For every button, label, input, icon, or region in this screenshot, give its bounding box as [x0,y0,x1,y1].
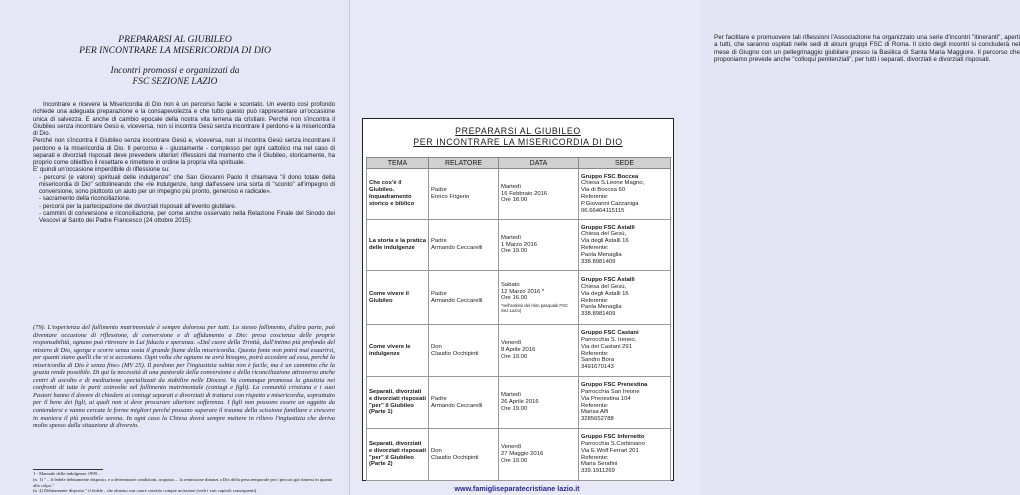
table-row [367,429,671,481]
header-tema: TEMA [367,158,429,169]
intro-paragraph-3: E' quindi un'occasione imperdibile di riflessione su: [33,166,170,174]
data-line: Ore 19.00 [501,353,528,360]
data-line: Ore 16.00 [501,295,528,302]
relatore-line: Armando Ceccarelli [431,245,483,251]
sede-line: Parrocchia S.Corbiniano [581,440,645,447]
right-intro-paragraph: Per facilitare e promuovere tali riflessioni l'Associazione ha organizzato una serie d'incontri "itineranti", aperti a tutti, che saranno ospitati nelle sedi di alcuni gruppi FSC di Roma. Il ciclo degli incontri si concluderà nel mese di Giugno con un pellegrinaggio giubilare presso la Basilica di Santa Maria Maggiore. Il percorso che proponiamo prevede anche "colloqui penitenziali", per tutti i separati, divorziati e divorziati risposati. [714,34,1020,64]
footnote-2: (n. 1) " ...il fedele debitamente disposto, e a determinate condizioni, acquista ... la remissione dinanzi a Dio della pena temporale per i peccati già rimessi in quanto alla colpa." [33,476,333,488]
sede-line: Referente: [581,350,609,357]
sede-line: P.Giovanni Cazzaniga [581,200,639,207]
sede-line: Paola Menaglia [581,251,622,258]
sede-line: Via Prenestina 104 [581,395,631,402]
sede-line: Referente: [581,297,609,304]
sede-line: Referente: [581,194,609,200]
sede-line: Via di Boccea 60 [581,187,626,194]
cell-sede [579,429,671,481]
relatore-line: Padre [431,395,447,402]
sede-line: 338.8981409 [581,311,616,318]
data-line: 1 Marzo 2016 [501,241,538,248]
sede-line: Via degli Astalli 16 [581,238,629,245]
sede-line: 338.8981409 [581,258,616,265]
sede-line: Paola Menaglia [581,304,622,311]
cell-relatore [429,220,499,271]
data-line: 27 Maggio 2016 [501,451,544,458]
sede-line: 06.66464115115 [581,207,625,214]
cell-data [499,220,579,271]
reflection-item: - cammini di conversione e riconciliazione, per come anche osservato nella Relazione Finale del Sinodo dei Vescovi al Santo dei Padre Francesco (24 ottobre 2015): [39,210,335,225]
footnotes [33,471,335,494]
sede-line: Chiesa del Gesù, [581,231,627,238]
cell-tema: Che cos'è il Giubileo. Inquadramento storico e biblico [367,169,429,220]
cell-relatore [429,429,499,481]
right-intro-text [714,34,1020,64]
schedule-body [367,169,671,481]
table-row [367,271,671,325]
schedule-table [366,157,671,481]
table-row [367,169,671,220]
relatore-line: Don [431,343,442,350]
cell-tema: Come vivere il Giubileo [367,271,429,325]
cell-data [499,377,579,429]
table-row [367,220,671,271]
reflection-item: - sacramento della riconciliazione. [39,195,335,202]
sede-group-name: Gruppo FSC Astalli [581,224,635,231]
cell-sede [579,377,671,429]
sede-line: Marisa Alfi [581,409,609,416]
relatore-line: Padre [431,238,447,245]
data-line: Sabato [501,281,520,288]
reflection-item: - percorsi per la partecipazione dei divorziati risposati all'evento giubilare. [39,203,335,210]
table-row [367,377,671,429]
data-line: Venerdì [501,444,522,451]
cell-data [499,325,579,377]
sede-line: 3491670143 [581,364,614,371]
sede-line: Referente: [581,454,609,461]
sede-line: Parrocchia S. Ireneo, [581,336,637,343]
relatore-line: Claudio Occhipinti [431,350,479,357]
cell-relatore [429,169,499,220]
sede-group-name: Gruppo FSC Astalli [581,277,635,284]
relatore-line: Don [431,447,442,454]
header-data: DATA [499,158,579,169]
data-line: Ore 19.00 [501,457,528,464]
sede-line: 339.1911269 [581,468,615,475]
synod-quote [33,324,335,430]
data-line: Venerdì [501,340,522,347]
cell-relatore [429,271,499,325]
schedule-title-line-1: PREPARARSI AL GIUBILEO [455,126,581,136]
sede-line: 3285652788 [581,416,614,423]
sede-line: Referente: [581,402,609,409]
left-title-line-1: PREPARARSI AL GIUBILEO [118,34,232,45]
data-line: Ore 18.00 [501,197,528,204]
sede-line: Via dei Castani 291 [581,343,632,350]
cell-sede [579,325,671,377]
table-row [367,325,671,377]
cell-tema: Come vivere le indulgenze [367,325,429,377]
header-relatore: RELATORE [429,158,499,169]
data-line: Martedì [501,392,521,399]
intro-paragraph-2: Perché non s'incontra il Giubileo senza incontrare Gesù e, viceversa, non si incontra Gesù senza incontrare il perdono e la misericordia di Dio. Il percorso è - giustamente - complesso per ogni cattolico ma nel caso di separati e divorziati risposati deve prevedere ulteriori riflessioni dal momento che il Giubileo, storicamente, ha proprio come obiettivo il resettare e rimettere in ordine la propria vita spirituale. [33,137,335,166]
footnote-rule [33,469,103,470]
footnote-1: 1 - Manuale delle indulgenze 1999 – [33,471,101,476]
header-sede: SEDE [579,158,671,169]
left-subtitle-line-1: Incontri promossi e organizzati da [110,66,240,76]
cell-data [499,169,579,220]
schedule-header-row [367,158,671,169]
sede-line: Referente: [581,245,609,251]
cell-data [499,271,579,325]
sede-group-name: Gruppo FSC Prenestina [581,382,648,389]
sede-group-name: Gruppo FSC Boccea [581,173,639,180]
sede-line: Sandro Bora [581,357,615,364]
cell-sede [579,169,671,220]
relatore-line: Claudio Occhipinti [431,454,479,461]
data-line: 26 Aprile 2016 [501,399,539,406]
relatore-line: Padre [431,290,447,297]
data-note: *nell'ambito del ritiro pasquale FSC Sez.Lazio) [501,303,568,314]
sede-line: Maria Serafini [581,461,618,468]
sede-line: Parrocchia San Ireone [581,388,640,395]
relatore-line: Enrico Frigerio [431,194,470,200]
sede-line: Via degli Astalli 16 [581,290,629,297]
intro-paragraph-1: Incontrare e ricevere la Misericordia di Dio non è un percorso facile e scontato. Un evento così profondo richiede una adeguata preparazione e la consapevolezza e che tutto questo può rappresentare un'occasione unica di salvezza. E anche di cambio epocale della nostra vita terrena da cristiani. Perché non s'incontra il Giubileo senza incontrare Gesù e, viceversa, non si incontra Gesù senza incontrare il perdono e la misericordia di Dio. [33,101,335,137]
cell-tema: Separati, divorziati e divorziati risposati "per" il Giubileo (Parte 2) [367,429,429,481]
cell-tema: La storia e la pratica delle indulgenze [367,220,429,271]
data-line: 16 Febbraio 2016 [501,190,548,197]
cell-relatore [429,377,499,429]
synod-quote-text: (79). L'esperienza del fallimento matrimoniale è sempre dolorosa per tutti. Lo stesso fallimento, d'altra parte, può diventare occasione di riflessione, di conversione e di affidamento a Dio: presa coscienza delle proprie responsabilità, ognuno può ritrovare in Lui fiducia e speranza. «Dal cuore della Trinità, dall'intimo più profondo del mistero di Dio, sgorga e scorre senza sosta il grande fiume della misericordia. Questa fonte non potrà mai esaurirsi, per quanti siano quelli che vi si accostano. Ogni volta che ognuno ne avrà bisogno, potrà accedere ad essa, perché la misericordia di Dio è senza fine» (MV 25). Il perdono per l'ingiustizia subita non è facile, ma è un cammino che la grazia rende possibile. Di qui la necessità di una pastorale della conversione e della riconciliazione attraverso anche centri di ascolto e di mediazione specializzati da stabilire nelle Diocesi. Va comunque promossa la giustizia nei confronti di tutte le parti coinvolte nel fallimento matrimoniale (coniugi e figli). La comunità cristiana e i suoi Pastori hanno il dovere di chiedere ai coniugi separati e divorziati di trattarsi con rispetto e misericordia, soprattutto per il bene dei figli, ai quali non si deve procurare ulteriore sofferenza. I figli non possono essere un oggetto da contendersi e vanno cercate le forme migliori perché possano superare il trauma della scissione familiare e crescere in maniera il più possibile serena. In ogni caso la Chiesa dovrà sempre mettere in rilievo l'ingiustizia che deriva molto spesso dalla situazione di divorzio. [33,324,335,430]
data-line: 8 Aprile 2016 [501,347,536,354]
relatore-line: Padre [431,187,447,194]
cell-relatore [429,325,499,377]
schedule-title-line-2: PER INCONTRARE LA MISERICORDIA DI DIO [413,137,623,147]
left-panel [0,0,350,495]
website-link[interactable]: www.famigliseparatecristiane lazio.it [454,484,580,493]
cell-tema: Separati, divorziati e divorziati risposati "per" il Giubileo (Parte 1) [367,377,429,429]
cell-data [499,429,579,481]
sede-group-name: Gruppo FSC Infernetto [581,434,645,441]
data-line: Martedì [501,183,521,190]
left-subtitle-line-2: FSC SEZIONE LAZIO [132,77,218,87]
relatore-line: Armando Ceccarelli [431,402,483,409]
relatore-line: Armando Ceccarelli [431,297,483,304]
cell-sede [579,220,671,271]
footnote-3: (n. 4) Debitamente disposto " il fedele , che almeno con cuore contrito compie un'azione (vedi i vari capitoli conseguenti) [33,488,257,494]
data-line: 12 Marzo 2016 * [501,288,545,295]
cell-sede [579,271,671,325]
left-title-line-2: PER INCONTRARE LA MISERICORDIA DI DIO [79,45,271,56]
data-line: Ore 19.00 [501,248,528,255]
left-intro-text [33,101,335,224]
data-line: Martedì [501,234,521,241]
sede-group-name: Gruppo FSC Castani [581,330,639,337]
data-line: Ore 19.00 [501,405,528,412]
sede-line: Chiesa S.Leone Magno, [581,180,645,187]
reflection-item: - percorsi (e valore) spirituali delle indulgenze" che San Giovanni Paolo II chiamava "il dono totale della misericordia di Dio" sottolineando che «le Indulgenze, lungi dall'essere una sorta di "sconto" all'impegno di conversione, sono piuttosto un aiuto per un impegno più pronto, generoso e radicale». [39,174,335,196]
sede-line: Via E.Wolf Ferrari 201 [581,447,639,454]
sede-line: Chiesa del Gesù, [581,283,627,290]
reflection-list [33,174,335,225]
schedule-title [365,126,671,148]
